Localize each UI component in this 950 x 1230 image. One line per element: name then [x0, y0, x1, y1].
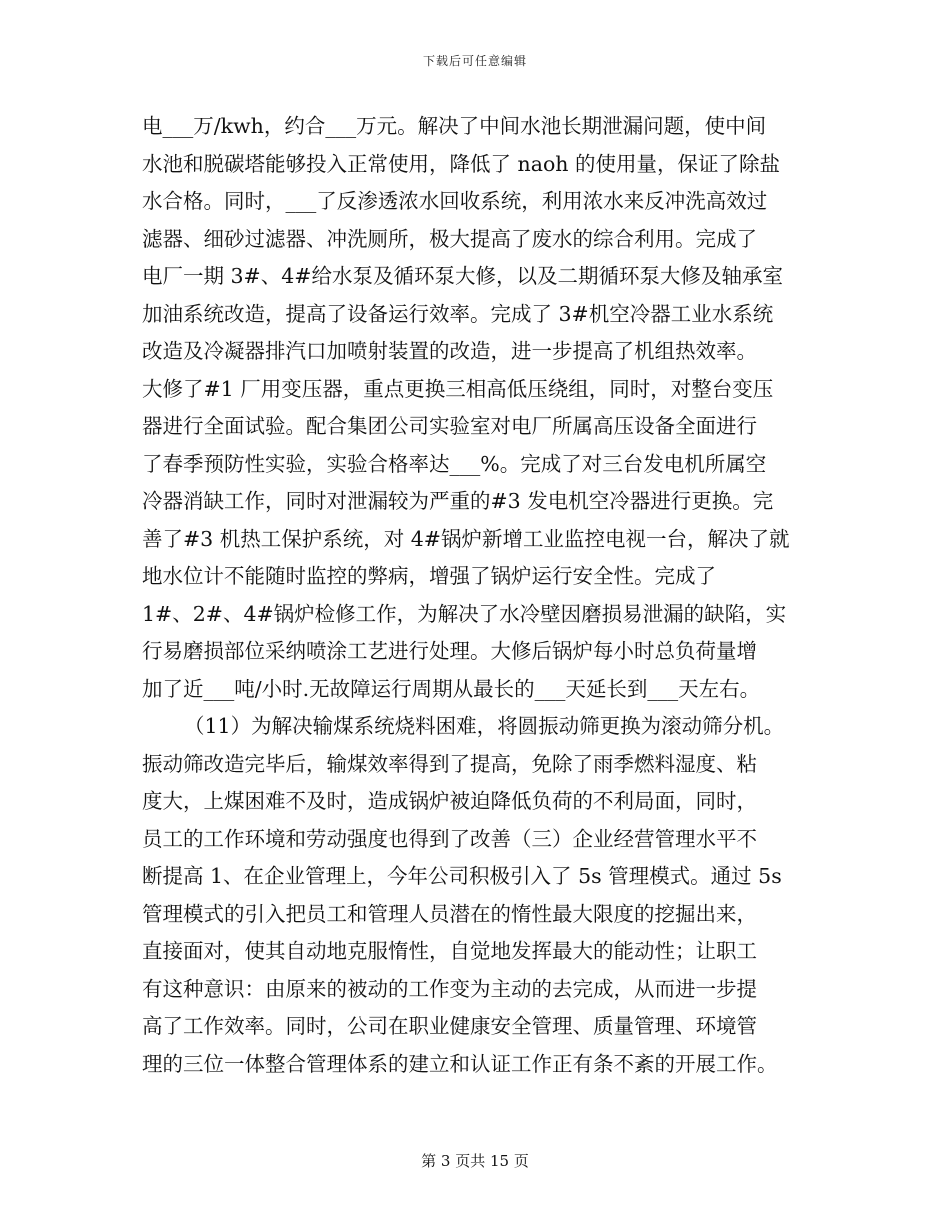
text-line: 善了#3 机热工保护系统，对 4#锅炉新增工业监控电视一台，解决了就 — [142, 526, 790, 551]
text-line: 管理模式的引入把员工和管理人员潜在的惰性最大限度的挖掘出来， — [142, 901, 757, 926]
text-line: 加油系统改造，提高了设备运行效率。完成了 3#机空冷器工业水系统 — [142, 301, 774, 326]
text-line: 员工的工作环境和劳动强度也得到了改善（三）企业经营管理水平不 — [142, 826, 757, 851]
text-line: 行易磨损部位采纳喷涂工艺进行处理。大修后锅炉每小时总负荷量增 — [142, 639, 757, 663]
text-line: 水合格。同时，___了反渗透浓水回收系统，利用浓水来反冲洗高效过 — [142, 189, 768, 213]
text-line: 滤器、细砂过滤器、冲洗厕所，极大提高了废水的综合利用。完成了 — [142, 226, 757, 251]
text-line: 器进行全面试验。配合集团公司实验室对电厂所属高压设备全面进行 — [142, 414, 757, 438]
page-header: 下载后可任意编辑 — [422, 54, 527, 68]
text-line: 大修了#1 厂用变压器，重点更换三相高低压绕组，同时，对整台变压 — [142, 376, 774, 401]
text-line: 加了近___吨/小时.无故障运行周期从最长的___天延长到___天左右。 — [142, 676, 761, 701]
text-line: 冷器消缺工作，同时对泄漏较为严重的#3 发电机空冷器进行更换。完 — [142, 489, 774, 513]
text-line: 直接面对，使其自动地克服惰性，自觉地发挥最大的能动性；让职工 — [142, 939, 757, 963]
text-line: 水池和脱碳塔能够投入正常使用，降低了 naoh 的使用量，保证了除盐 — [142, 151, 781, 176]
text-line: 地水位计不能随时监控的弊病，增强了锅炉运行安全性。完成了 — [142, 564, 716, 588]
text-line: 理的三位一体整合管理体系的建立和认证工作正有条不紊的开展工作。 — [142, 1051, 778, 1076]
text-line: 1#、2#、4#锅炉检修工作，为解决了水冷壁因磨损易泄漏的缺陷，实 — [142, 601, 787, 626]
text-line: 断提高 1、在企业管理上，今年公司积极引入了 5s 管理模式。通过 5s — [142, 864, 782, 888]
text-line: 高了工作效率。同时，公司在职业健康安全管理、质量管理、环境管 — [142, 1014, 757, 1038]
text-line: 有这种意识：由原来的被动的工作变为主动的去完成，从而进一步提 — [142, 976, 757, 1001]
paragraph-start-line: （11）为解决输煤系统烧料困难，将圆振动筛更换为滚动筛分机。 — [184, 714, 785, 738]
text-line: 电厂一期 3#、4#给水泵及循环泵大修，以及二期循环泵大修及轴承室 — [142, 264, 783, 288]
text-line: 振动筛改造完毕后，输煤效率得到了提高，免除了雨季燃料湿度、粘 — [142, 751, 757, 776]
document-body — [142, 108, 822, 1083]
text-line: 电___万/kwh，约合___万元。解决了中间水池长期泄漏问题，使中间 — [142, 114, 767, 138]
text-line: 了春季预防性实验，实验合格率达___%。完成了对三台发电机所属空 — [142, 451, 767, 476]
page-number: 第 3 页共 15 页 — [421, 1152, 529, 1170]
text-line: 度大，上煤困难不及时，造成锅炉被迫降低负荷的不利局面，同时， — [142, 789, 757, 813]
text-line: 改造及冷凝器排汽口加喷射装置的改造，进一步提高了机组热效率。 — [142, 339, 757, 363]
